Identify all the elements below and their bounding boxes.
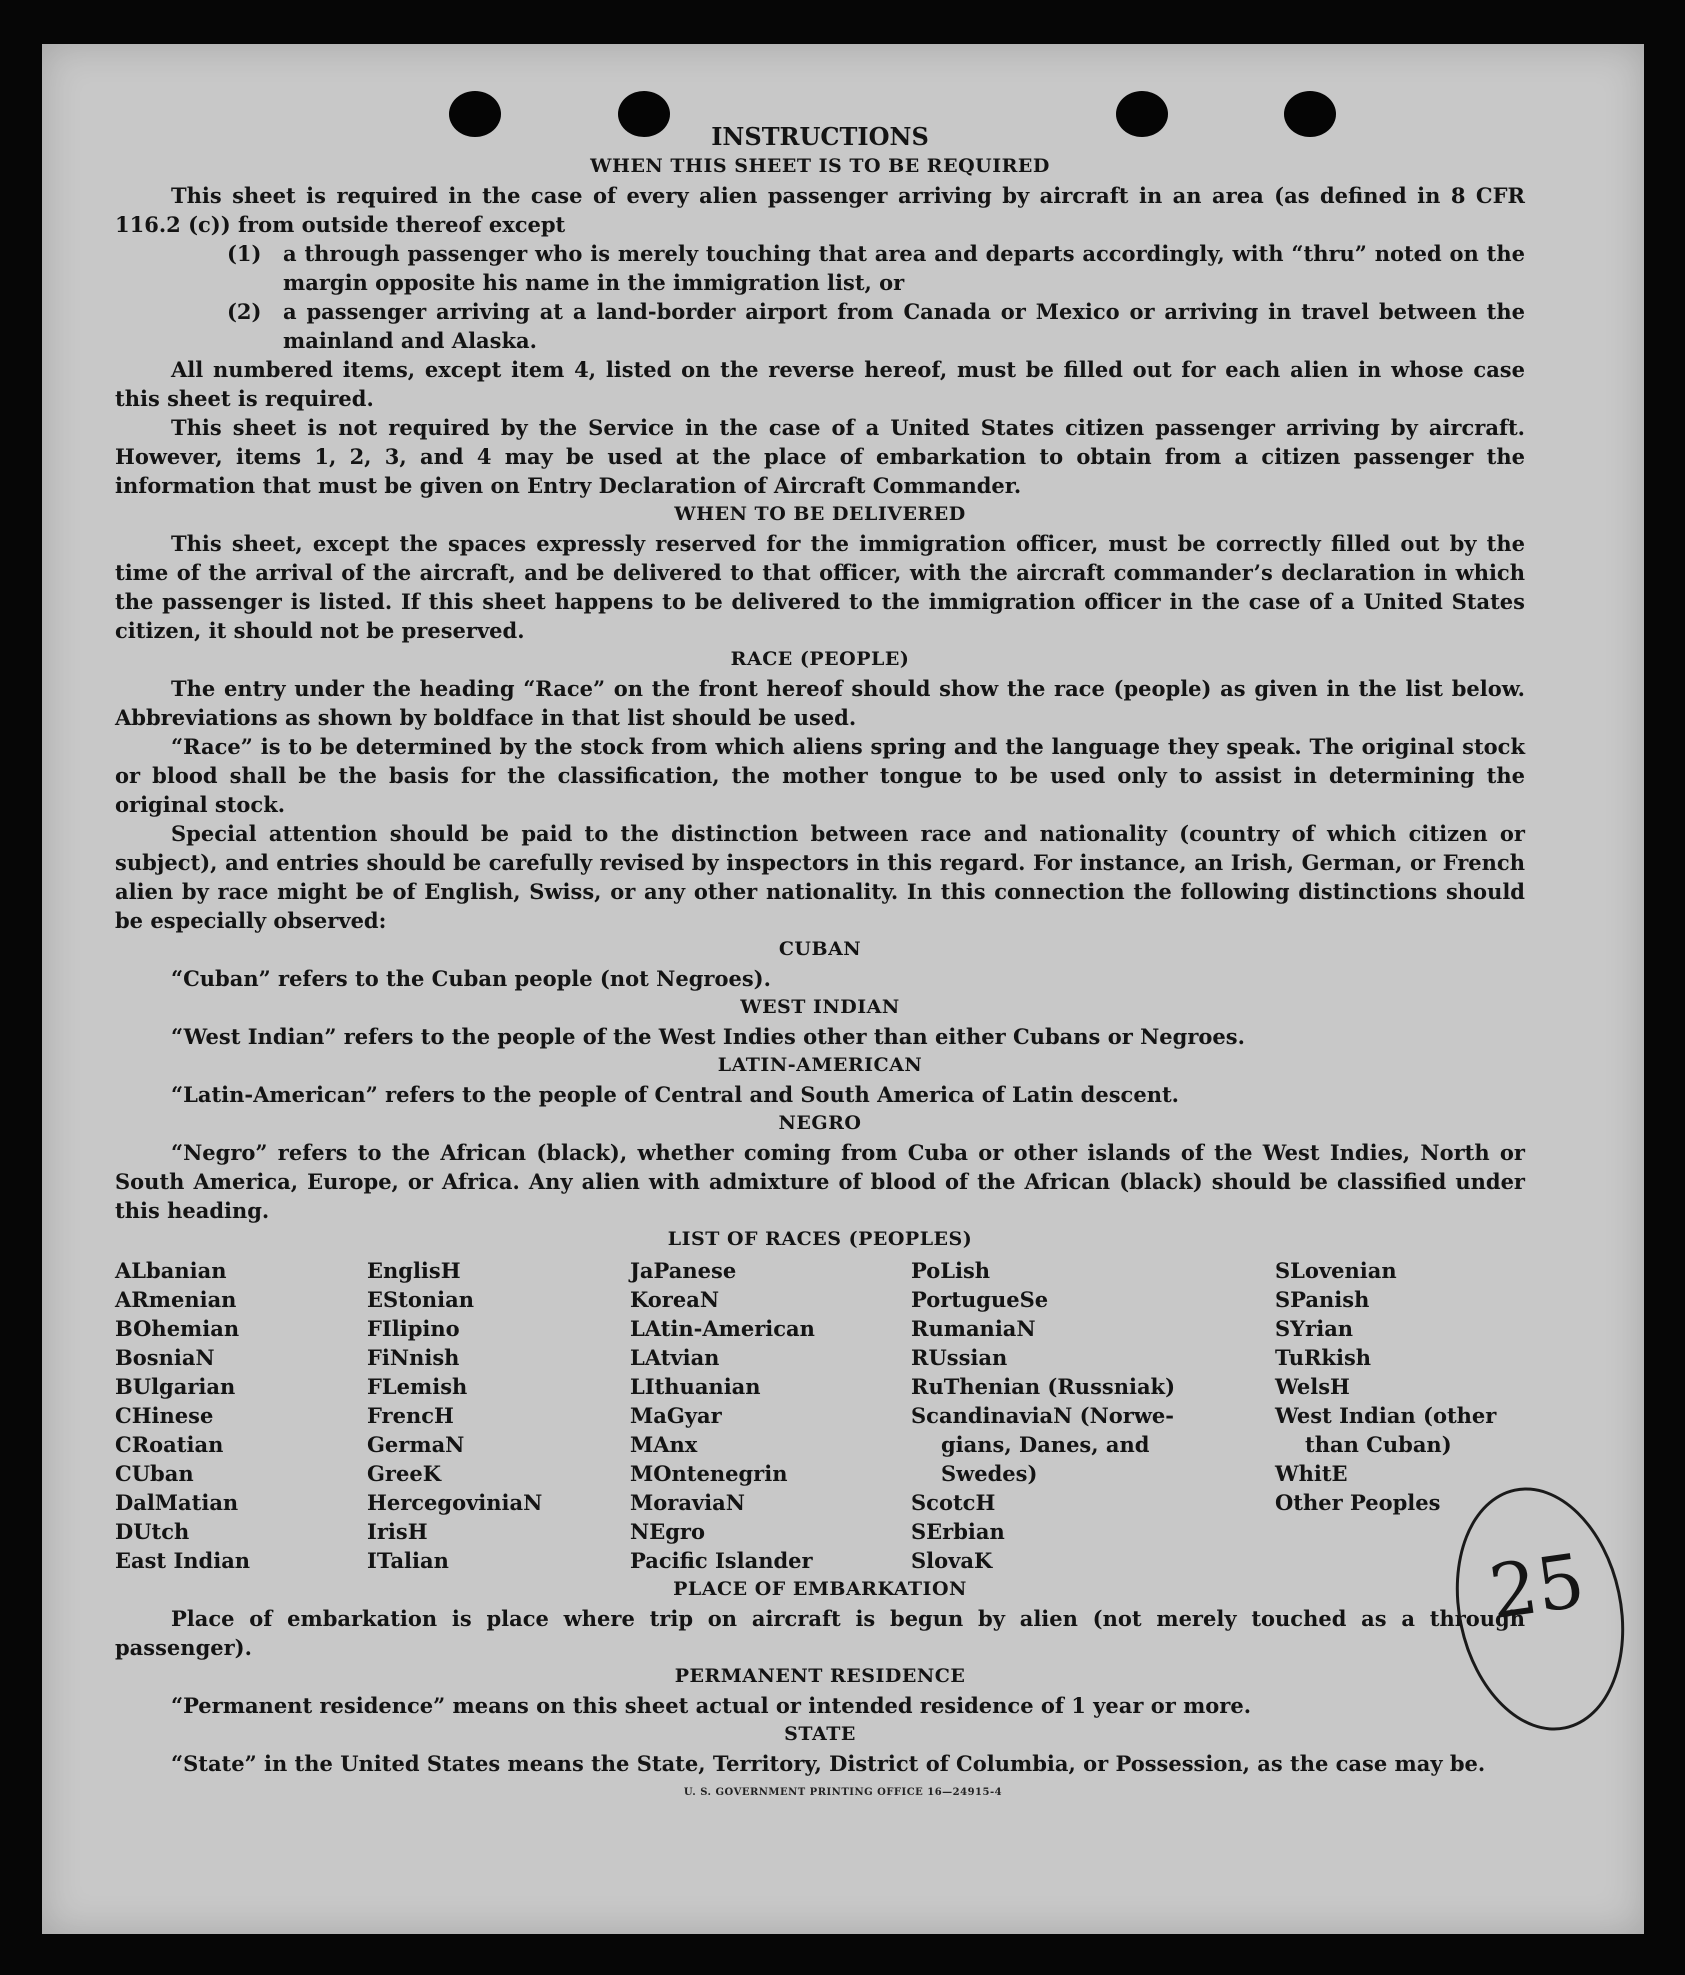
race-entry: RumaniaN [911,1316,1036,1341]
heading-required: WHEN THIS SHEET IS TO BE REQUIRED [590,155,1050,177]
exception-number: (2) [227,299,262,324]
race-entry: CHinese [115,1403,214,1428]
race-entry: BUlgarian [115,1374,236,1399]
race-entry: CRoatian [115,1432,224,1457]
race-entry: EnglisH [367,1258,461,1283]
printing-office-footer: U. S. GOVERNMENT PRINTING OFFICE 16—24915-4 [683,1787,1003,1798]
race-entry: Pacific Islander [630,1548,813,1573]
race-entry: ScotcH [911,1490,996,1515]
document-sheet [42,44,1644,1934]
state-text: “State” in the United States means the State, Territory, District of Columbia, or Possession, as the case may be. [171,1751,1486,1776]
heading-west-indian: WEST INDIAN [740,996,900,1018]
cuban-definition: “Cuban” refers to the Cuban people (not Negroes). [171,966,771,991]
race-entry: SYrian [1275,1316,1354,1341]
required-intro: This sheet is required in the case of every alien passenger arriving by aircraft in an area (as defined in 8 CFR 116.2 (c)) from outside thereof except [115,183,1525,237]
race-entry: MoraviaN [630,1490,745,1515]
race-entry: Other Peoples [1275,1490,1441,1515]
heading-negro: NEGRO [778,1112,862,1134]
race-list [115,1256,1525,1575]
race-para-1: The entry under the heading “Race” on the front hereof should show the race (people) as given in the list below. Abbreviations as shown by boldface in that list should be used. [115,676,1525,730]
race-entry: gians, Danes, and [941,1432,1150,1457]
race-entry: JaPanese [630,1258,737,1283]
race-entry: Swedes) [941,1461,1038,1486]
race-entry: NEgro [630,1519,705,1544]
race-para-2: “Race” is to be determined by the stock from which aliens spring and the language they speak. The original stock or blood shall be the basis for the classification, the mother tongue to be used only to assist in determining the original stock. [115,734,1525,817]
race-entry: MAnx [630,1432,698,1457]
race-entry: WelsH [1275,1374,1350,1399]
race-entry: EStonian [367,1287,474,1312]
race-entry: FLemish [367,1374,468,1399]
heading-residence: PERMANENT RESIDENCE [674,1665,966,1687]
race-entry: FrencH [367,1403,454,1428]
race-entry: PoLish [911,1258,991,1283]
race-entry: SLovenian [1275,1258,1397,1283]
heading-race: RACE (PEOPLE) [730,648,910,670]
negro-definition: “Negro” refers to the African (black), whether coming from Cuba or other islands of the West Indies, North or South America, Europe, or Africa. Any alien with admixture of blood of the African (black) should be classified under this heading. [115,1140,1525,1223]
race-column-3 [630,1256,911,1575]
race-entry: RUssian [911,1345,1008,1370]
race-entry: IrisH [367,1519,428,1544]
race-entry: TuRkish [1275,1345,1372,1370]
race-entry: DalMatian [115,1490,239,1515]
latin-american-definition: “Latin-American” refers to the people of Central and South America of Latin descent. [171,1082,1179,1107]
heading-race-list: LIST OF RACES (PEOPLES) [667,1228,973,1250]
race-entry: than Cuban) [1305,1432,1452,1457]
race-entry: PortugueSe [911,1287,1049,1312]
race-entry: KoreaN [630,1287,720,1312]
race-entry: East Indian [115,1548,251,1573]
race-entry: LIthuanian [630,1374,761,1399]
race-entry: HercegoviniaN [367,1490,543,1515]
exception-text: a through passenger who is merely touching that area and departs accordingly, with “thru” noted on the margin opposite his name in the immigration list, or [283,241,1525,295]
residence-text: “Permanent residence” means on this sheet actual or intended residence of 1 year or more. [171,1693,1252,1718]
race-column-2 [367,1256,630,1575]
race-entry: WhitE [1275,1461,1348,1486]
west-indian-definition: “West Indian” refers to the people of the West Indies other than either Cubans or Negroes. [171,1024,1245,1049]
page-title: INSTRUCTIONS [711,122,929,151]
exception-item-2 [115,297,1525,355]
race-column-1 [115,1256,367,1575]
required-para-3: This sheet is not required by the Service in the case of a United States citizen passenger arriving by aircraft. However, items 1, 2, 3, and 4 may be used at the place of embarkation to obtain from a citizen passenger the information that must be given on Entry Declaration of Aircraft Commander. [115,415,1525,498]
race-entry: SlovaK [911,1548,993,1573]
exception-text: a passenger arriving at a land-border airport from Canada or Mexico or arriving in travel between the mainland and Alaska. [283,299,1525,353]
race-entry: SErbian [911,1519,1005,1544]
race-entry: ARmenian [115,1287,237,1312]
race-entry: FiNnish [367,1345,460,1370]
race-entry: MaGyar [630,1403,722,1428]
race-entry: LAtvian [630,1345,720,1370]
instructions-content [115,122,1525,1778]
exception-item-1 [115,239,1525,297]
required-para-2: All numbered items, except item 4, listed on the reverse hereof, must be filled out for each alien in whose case this sheet is required. [115,357,1525,411]
heading-delivered: WHEN TO BE DELIVERED [674,503,966,525]
race-entry: ScandinaviaN (Norwe- [911,1403,1175,1428]
race-entry: ITalian [367,1548,449,1573]
race-entry: BosniaN [115,1345,215,1370]
exception-number: (1) [227,241,262,266]
handwritten-number: 25 [1484,1537,1590,1637]
race-entry: BOhemian [115,1316,240,1341]
race-entry: LAtin-American [630,1316,815,1341]
race-entry: SPanish [1275,1287,1370,1312]
race-entry: West Indian (other [1275,1403,1497,1428]
race-entry: GreeK [367,1461,441,1486]
race-entry: GermaN [367,1432,465,1457]
race-entry: ALbanian [115,1258,227,1283]
race-entry: RuThenian (Russniak) [911,1374,1176,1399]
delivered-text: This sheet, except the spaces expressly reserved for the immigration officer, must be correctly filled out by the time of the arrival of the aircraft, and be delivered to that officer, with the aircraft commander’s declaration in which the passenger is listed. If this sheet happens to be delivered to the immigration officer in the case of a United States citizen, it should not be preserved. [115,531,1525,643]
race-column-4 [911,1256,1275,1575]
race-entry: FIlipino [367,1316,460,1341]
heading-latin-american: LATIN-AMERICAN [717,1054,923,1076]
race-para-3: Special attention should be paid to the distinction between race and nationality (country of which citizen or subject), and entries should be carefully revised by inspectors in this regard. For instance, an Irish, German, or French alien by race might be of English, Swiss, or any other nationality. In this connection the following distinctions should be especially observed: [115,821,1525,933]
embarkation-text: Place of embarkation is place where trip on aircraft is begun by alien (not merely touched as a through passenger). [115,1606,1525,1660]
race-entry: MOntenegrin [630,1461,788,1486]
race-entry: CUban [115,1461,194,1486]
heading-cuban: CUBAN [778,938,862,960]
heading-embarkation: PLACE OF EMBARKATION [673,1578,967,1600]
heading-state: STATE [784,1723,856,1745]
race-entry: DUtch [115,1519,190,1544]
